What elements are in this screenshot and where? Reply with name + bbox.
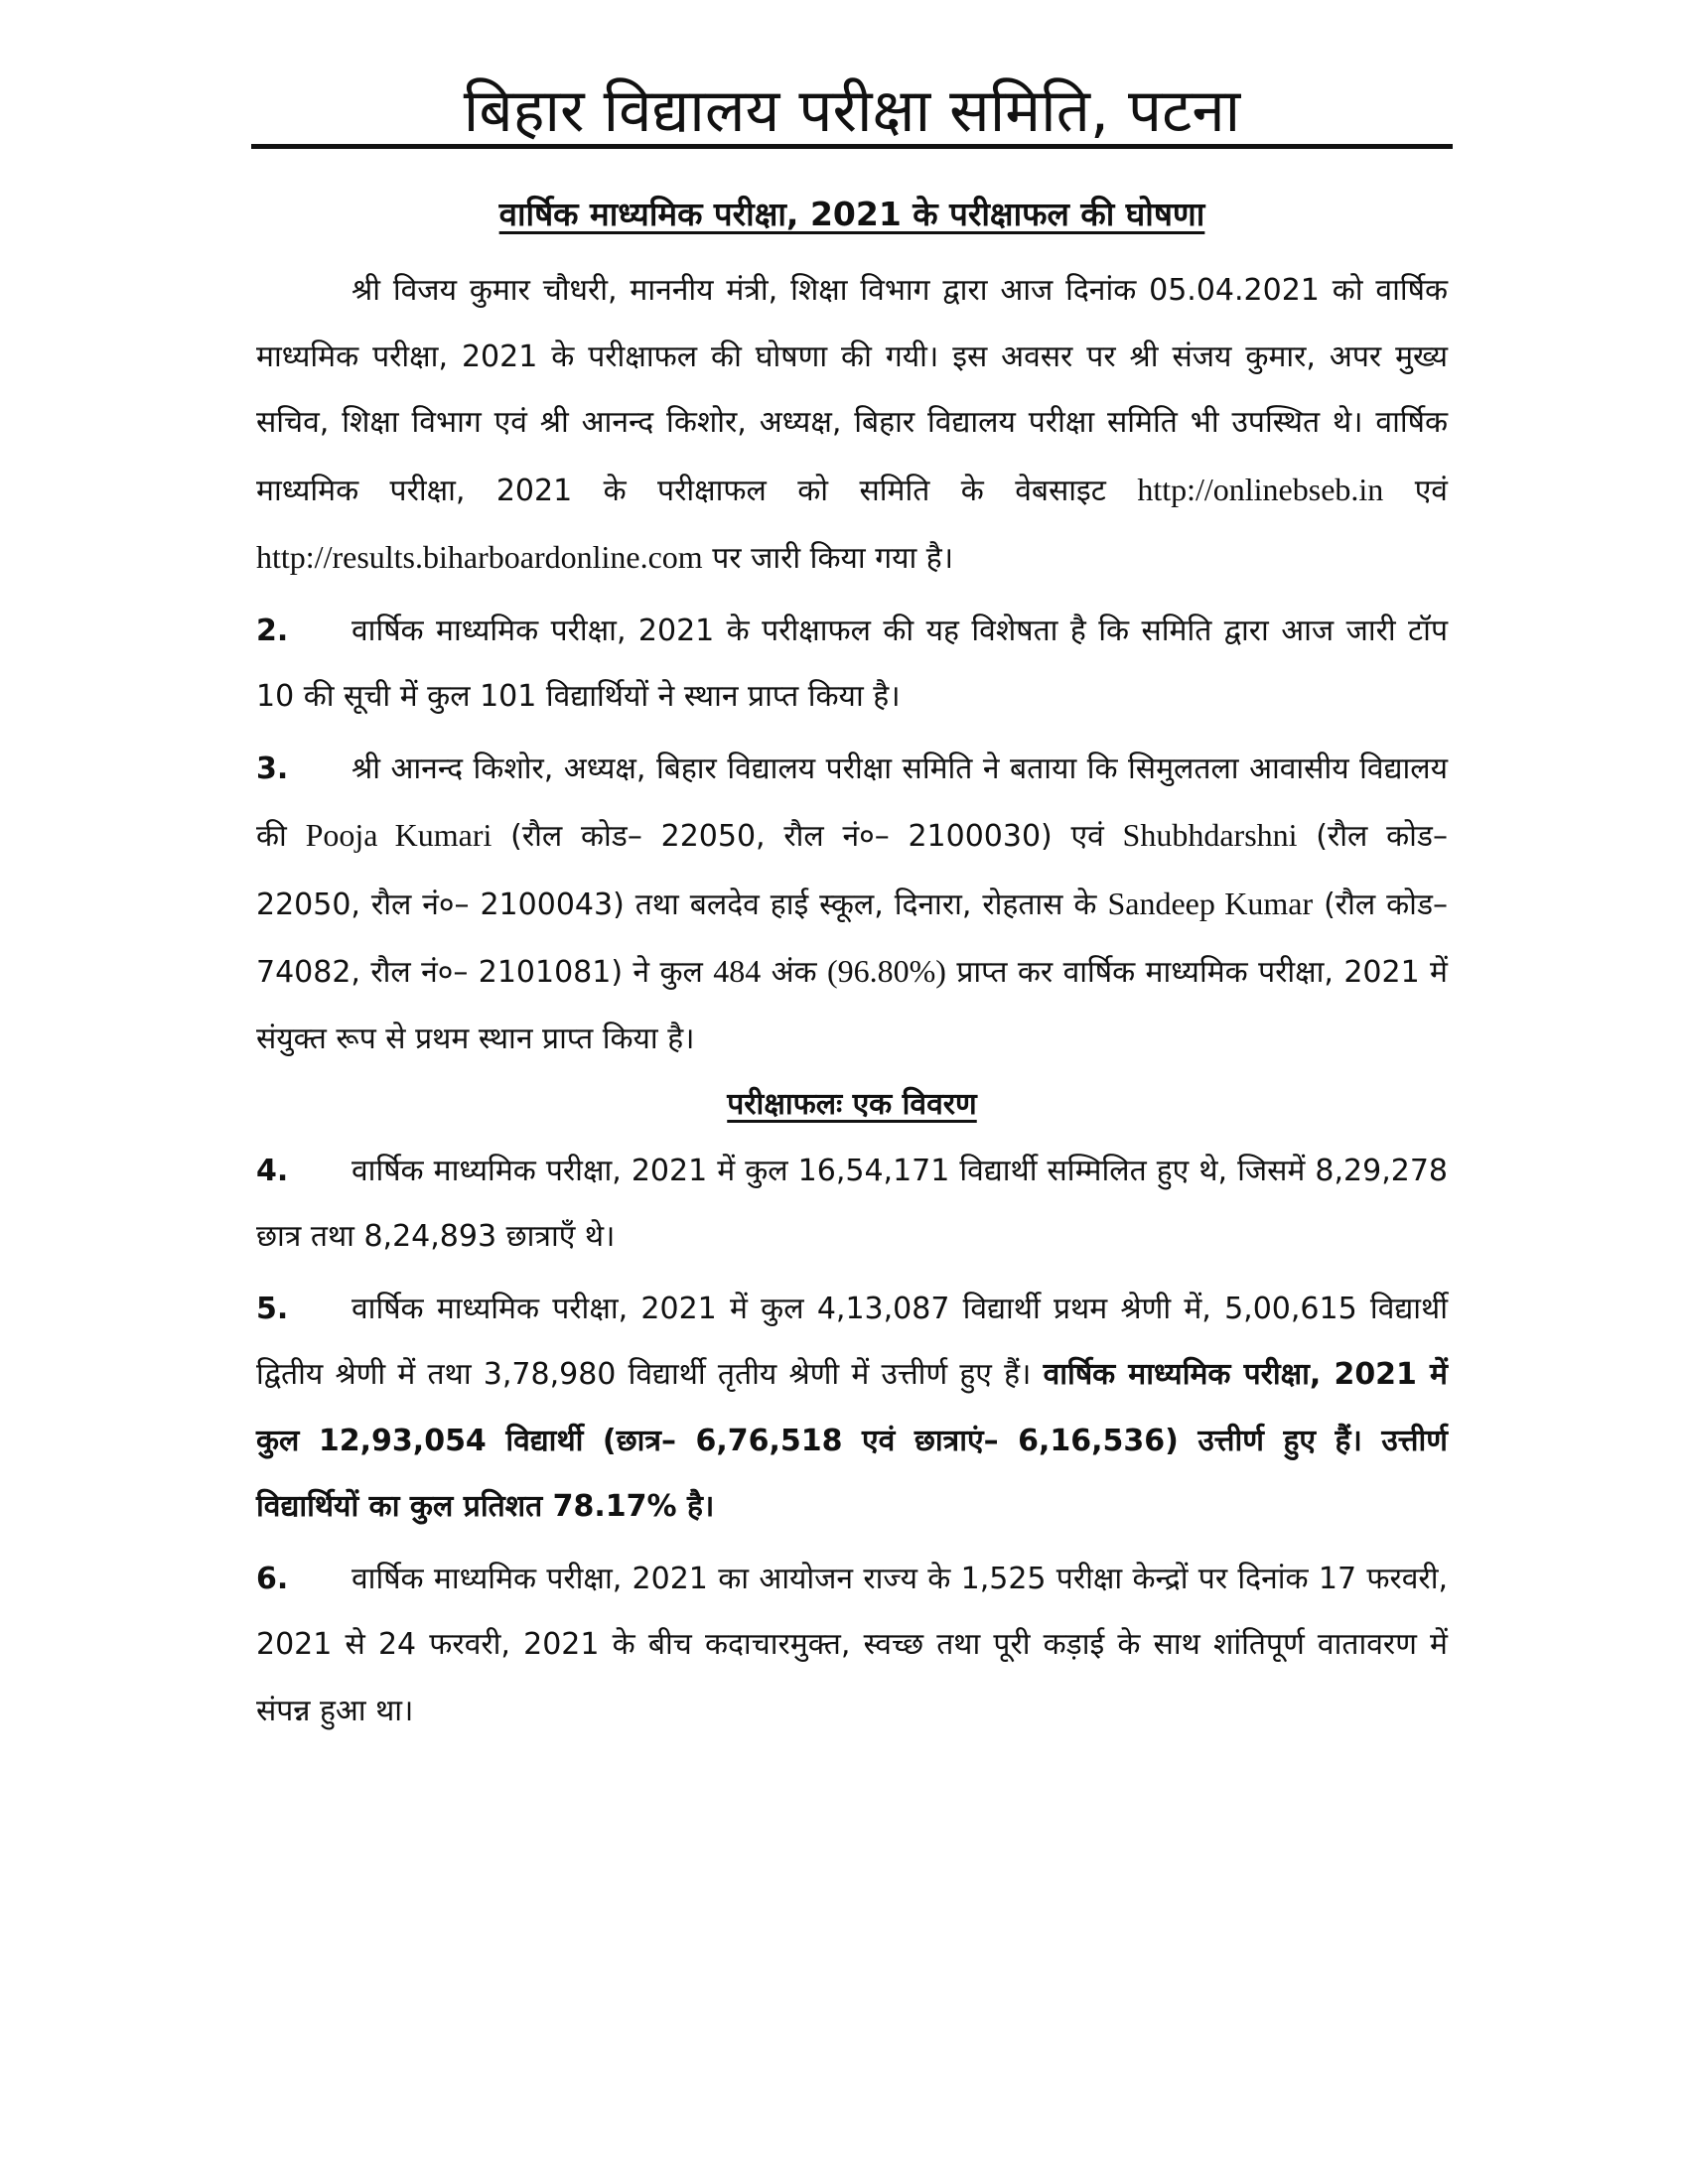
paragraph-3-number: 3. <box>256 751 289 786</box>
announcement-heading <box>251 191 1453 238</box>
paragraph-4-text: वार्षिक माध्यमिक परीक्षा, 2021 में कुल 16,54,171 विद्यार्थी सम्मिलित हुए थे, जिसमें 8,29,278 छात्र तथा 8,24,893 छात्राएँ थे। <box>256 1153 1448 1254</box>
paragraph-6-number: 6. <box>256 1561 289 1596</box>
document-body <box>256 258 1448 1744</box>
paragraph-5-number: 5. <box>256 1291 289 1326</box>
paragraph-1-connector: एवं <box>1414 473 1448 508</box>
paragraph-2 <box>256 599 1448 731</box>
paragraph-4-number: 4. <box>256 1153 289 1188</box>
paragraph-3-text-c: (रौल कोड– 22050, रौल नं०– 2100043) तथा बलदेव हाई स्कूल, दिनारा, रोहतास के <box>256 819 1448 922</box>
paragraph-1-text: श्री विजय कुमार चौधरी, माननीय मंत्री, शिक्षा विभाग द्वारा आज दिनांक 05.04.2021 को वार्षिक माध्यमिक परीक्षा, 2021 के परीक्षाफल की घोषणा की गयी। इस अवसर पर श्री संजय कुमार, अपर मुख्य सचिव, शिक्षा विभाग एवं श्री आनन्द किशोर, अध्यक्ष, बिहार विद्यालय परीक्षा समिति भी उपस्थित थे। वार्षिक माध्यमिक परीक्षा, 2021 के परीक्षाफल को समिति के वेबसाइट <box>256 273 1448 508</box>
paragraph-3-text-a: श्री आनन्द किशोर, अध्यक्ष, बिहार विद्यालय परीक्षा समिति ने बताया कि सिमुलतला आवासीय विद्यालय की <box>256 751 1448 854</box>
paragraph-3-text-b: (रौल कोड– 22050, रौल नं०– 2100030) एवं <box>510 819 1104 854</box>
section-heading <box>256 1072 1448 1139</box>
paragraph-4 <box>256 1139 1448 1271</box>
total-marks: 484 <box>713 953 762 989</box>
website-url-1: http://onlinebseb.in <box>1137 471 1384 507</box>
section-heading-text: परीक्षाफलः एक विवरण <box>727 1087 977 1122</box>
paragraph-2-text: वार्षिक माध्यमिक परीक्षा, 2021 के परीक्षाफल की यह विशेषता है कि समिति द्वारा आज जारी टॉप 10 की सूची में कुल 101 विद्यार्थियों ने स्थान प्राप्त किया है। <box>256 613 1448 714</box>
paragraph-5-text: वार्षिक माध्यमिक परीक्षा, 2021 में कुल 4,13,087 विद्यार्थी प्रथम श्रेणी में, 5,00,615 विद्यार्थी द्वितीय श्रेणी में तथा 3,78,980 विद्यार्थी तृतीय श्रेणी में उत्तीर्ण हुए हैं। <box>256 1291 1448 1392</box>
title-underline-rule <box>251 144 1453 149</box>
paragraph-5 <box>256 1277 1448 1541</box>
paragraph-2-number: 2. <box>256 613 289 648</box>
paragraph-3 <box>256 737 1448 1073</box>
paragraph-1-ending: पर जारी किया गया है। <box>712 541 954 576</box>
paragraph-6-text: वार्षिक माध्यमिक परीक्षा, 2021 का आयोजन राज्य के 1,525 परीक्षा केन्द्रों पर दिनांक 17 फरवरी, 2021 से 24 फरवरी, 2021 के बीच कदाचारमुक्त, स्वच्छ तथा पूरी कड़ाई के साथ शांतिपूर्ण वातावरण में संपन्न हुआ था। <box>256 1561 1448 1728</box>
topper-name-1: Pooja Kumari <box>305 817 492 853</box>
website-url-2: http://results.biharboardonline.com <box>256 539 703 575</box>
paragraph-6 <box>256 1547 1448 1745</box>
paragraph-1 <box>256 258 1448 593</box>
paragraph-3-text-e: अंक <box>771 955 817 990</box>
topper-name-2: Shubhdarshni <box>1122 817 1298 853</box>
topper-percentage: (96.80%) <box>826 953 946 989</box>
paragraph-3-text-f: प्राप्त कर वार्षिक माध्यमिक परीक्षा, 2021 में संयुक्त रूप से प्रथम स्थान प्राप्त किया है। <box>256 955 1449 1056</box>
paragraph-5-bold-summary: वार्षिक माध्यमिक परीक्षा, 2021 में कुल 12,93,054 विद्यार्थी (छात्र– 6,76,518 एवं छात्राएं– 6,16,536) उत्तीर्ण हुए हैं। उत्तीर्ण विद्यार्थियों का कुल प्रतिशत 78.17% है। <box>256 1357 1448 1524</box>
organization-title: बिहार विद्यालय परीक्षा समिति, पटना <box>463 76 1241 146</box>
paragraph-3-text-d: (रौल कोड– 74082, रौल नं०– 2101081) ने कुल <box>256 887 1448 990</box>
announcement-heading-text: वार्षिक माध्यमिक परीक्षा, 2021 के परीक्षाफल की घोषणा <box>498 195 1205 233</box>
topper-name-3: Sandeep Kumar <box>1107 885 1314 921</box>
